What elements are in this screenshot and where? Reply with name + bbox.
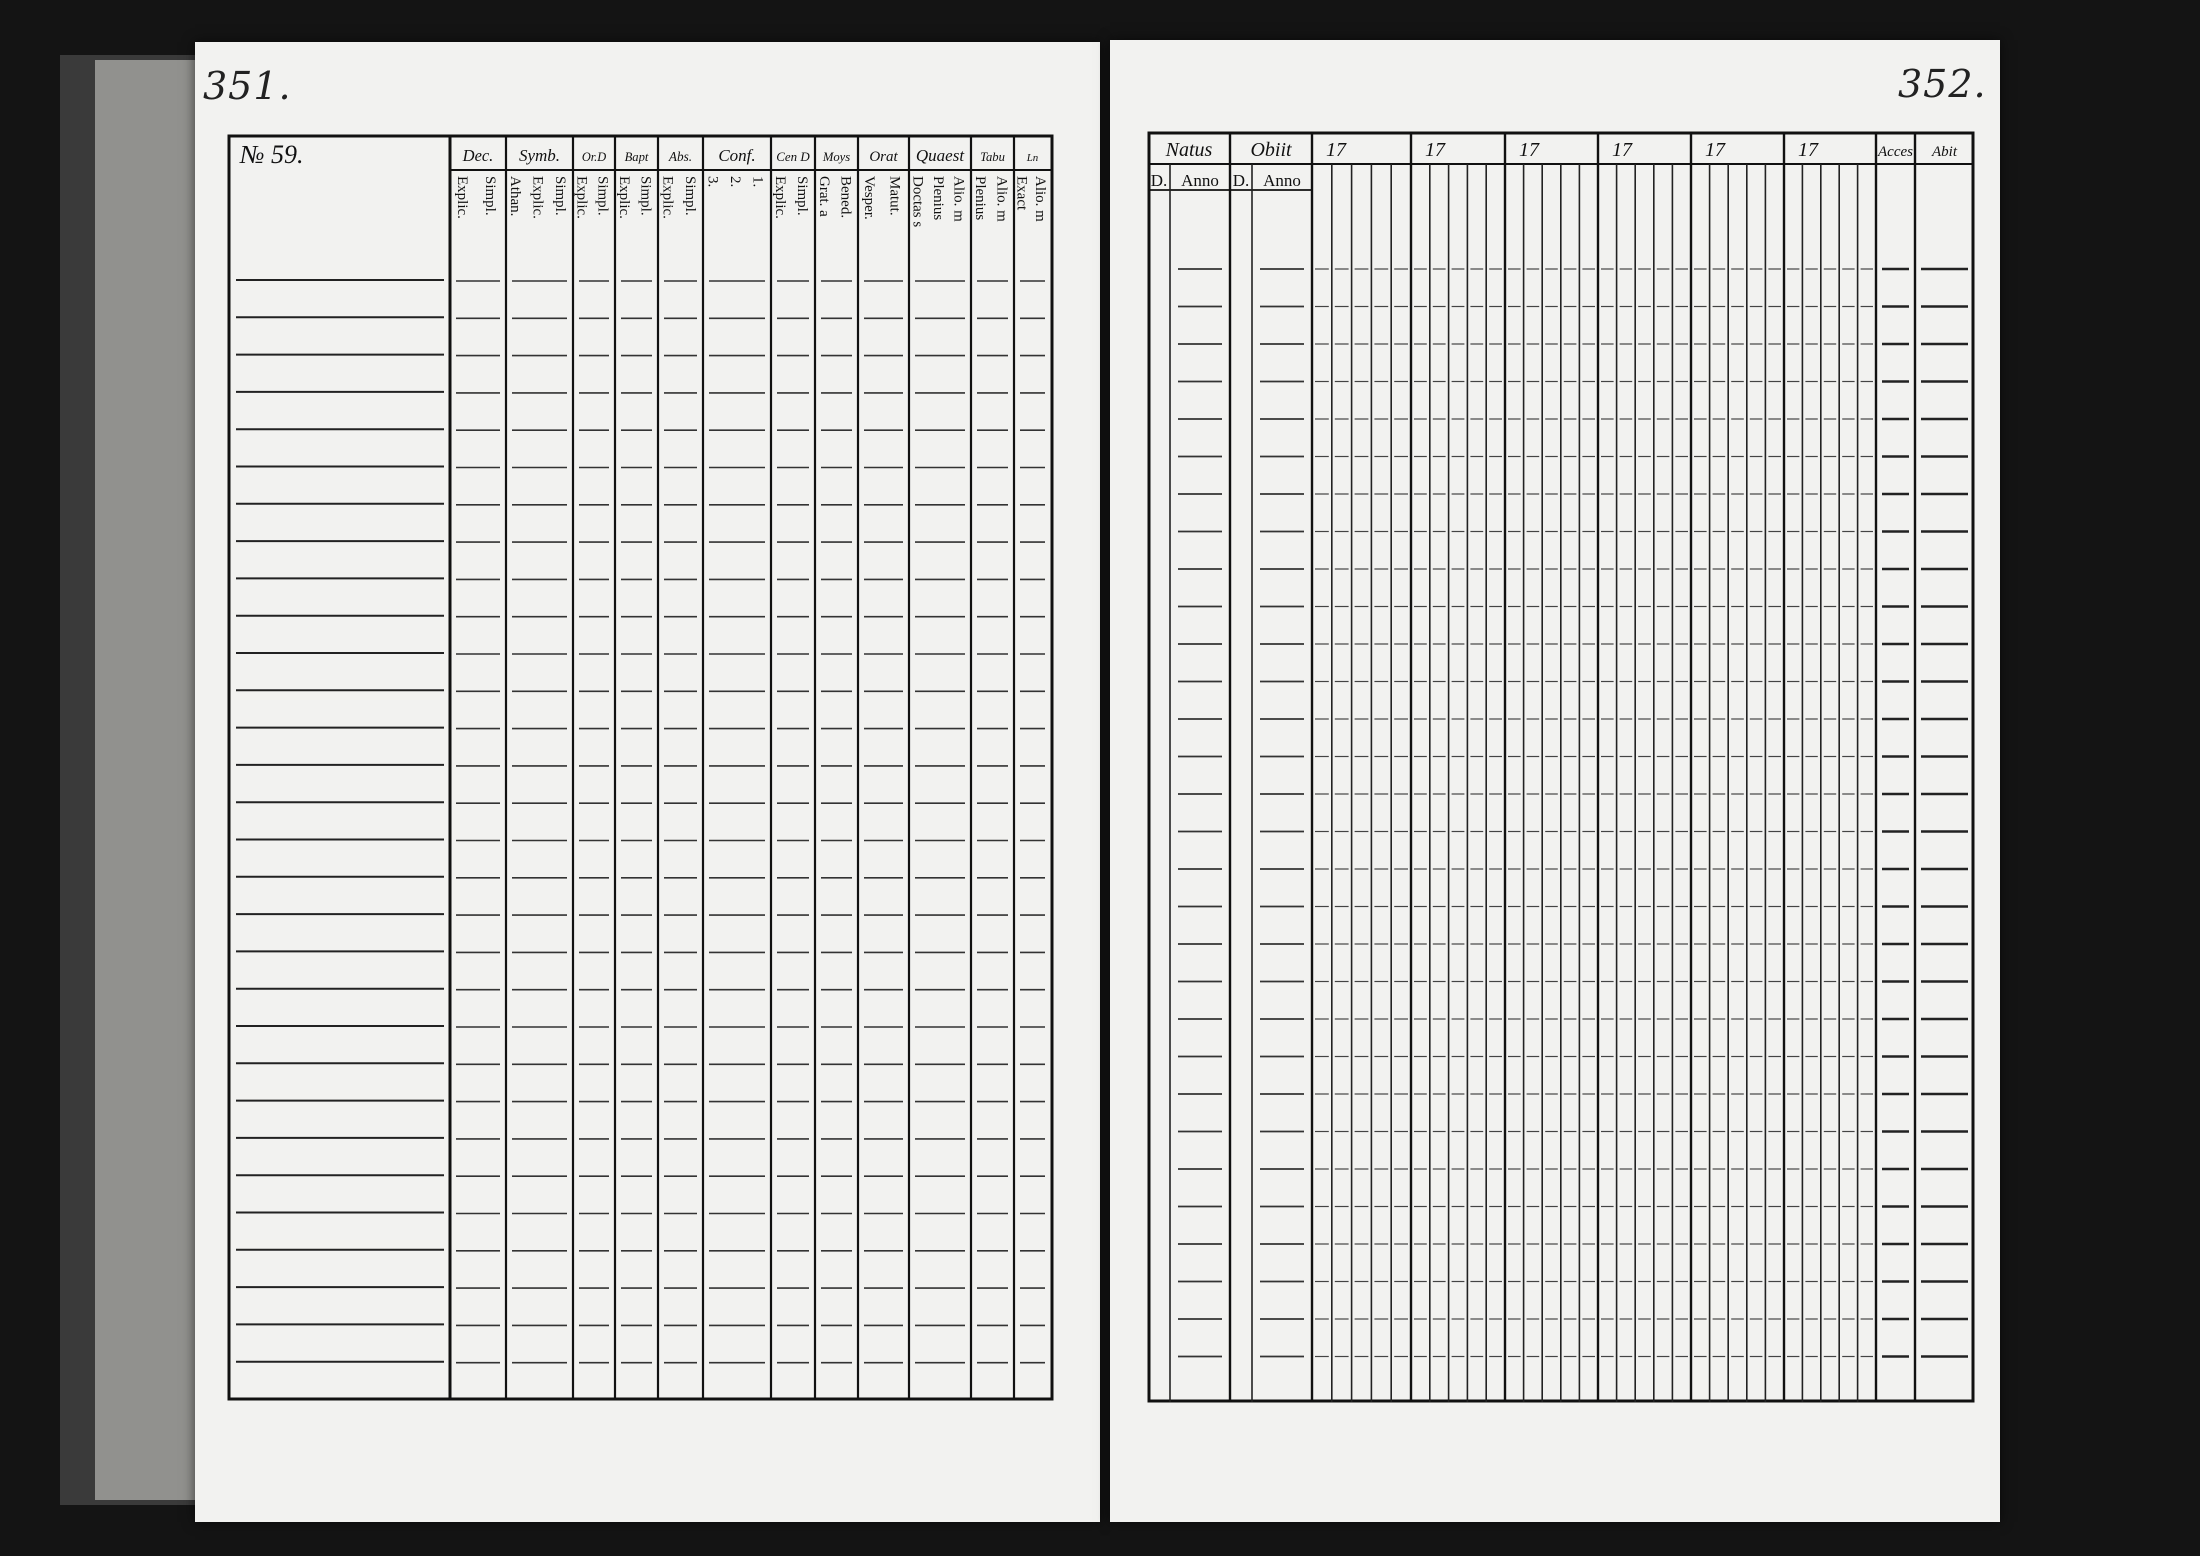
column-header: Conf. xyxy=(718,146,756,165)
column-subheader: Simpl. xyxy=(681,176,698,216)
left-table-border xyxy=(229,136,1052,1399)
column-subheader: Vesper. xyxy=(860,176,877,220)
right-register-table xyxy=(1148,132,1974,1402)
column-header: Abs. xyxy=(668,149,693,164)
column-header: Moys xyxy=(822,150,851,164)
block-header: Natus xyxy=(1165,139,1213,161)
column-subheader: Alio. m xyxy=(1031,176,1048,222)
year-column-header: 17 xyxy=(1519,139,1539,161)
column-header: Or.D xyxy=(581,150,607,164)
right-page-number: 352. xyxy=(1898,62,1987,106)
column-subheader: Explic. xyxy=(615,176,632,219)
column-subheader: Doctas s xyxy=(909,176,926,228)
column-subheader: Alio. m xyxy=(950,176,967,222)
date-subheader: D. xyxy=(1150,171,1168,190)
column-subheader: Simpl. xyxy=(594,176,611,216)
date-subheader: Anno xyxy=(1181,171,1219,190)
column-subheader: 3. xyxy=(704,176,721,188)
year-column-header: 17 xyxy=(1612,139,1632,161)
year-column-header: 17 xyxy=(1705,139,1725,161)
column-subheader: Plenius xyxy=(930,176,946,221)
column-subheader: Bened. xyxy=(837,176,854,219)
column-subheader: Exact xyxy=(1013,176,1030,211)
entry-number: № 59. xyxy=(240,140,304,169)
year-column-header: 17 xyxy=(1798,139,1818,161)
column-subheader: Explic. xyxy=(529,176,546,219)
column-header: Bapt xyxy=(624,150,649,164)
column-header: Tabu xyxy=(980,150,1005,164)
date-subheader: Anno xyxy=(1263,171,1301,190)
column-subheader: Matut. xyxy=(886,176,903,216)
left-page-number: 351. xyxy=(203,64,292,108)
date-subheader: D. xyxy=(1232,171,1250,190)
column-header: Cen D xyxy=(776,149,810,164)
column-subheader: Alio. m xyxy=(993,176,1010,222)
column-subheader: Plenius xyxy=(971,176,988,221)
column-header: Symb. xyxy=(518,146,561,165)
column-header: Dec. xyxy=(462,146,494,165)
year-column-header: 17 xyxy=(1425,139,1445,161)
block-header: Abit xyxy=(1932,144,1957,160)
column-subheader: Explic. xyxy=(772,176,788,219)
column-subheader: 1. xyxy=(749,176,766,188)
column-header: Ln xyxy=(1026,152,1039,164)
column-subheader: Simpl. xyxy=(551,176,568,216)
column-subheader: Explic. xyxy=(573,176,590,219)
block-header: Obiit xyxy=(1250,139,1292,161)
column-subheader: Simpl. xyxy=(794,176,810,216)
column-subheader: 2. xyxy=(727,176,743,188)
block-header: Acces xyxy=(1878,144,1913,160)
column-subheader: Simpl. xyxy=(482,176,498,216)
left-register-table xyxy=(228,135,1053,1400)
column-subheader: Simpl. xyxy=(637,176,654,216)
year-column-header: 17 xyxy=(1326,139,1346,161)
column-subheader: Grat. a xyxy=(815,176,832,217)
column-subheader: Explic. xyxy=(659,176,676,219)
column-subheader: Athan. xyxy=(507,176,524,217)
column-header: Orat xyxy=(869,149,898,165)
book-page-stack xyxy=(95,60,195,1500)
column-header: Quaest xyxy=(915,146,965,165)
column-subheader: Explic. xyxy=(454,176,470,219)
